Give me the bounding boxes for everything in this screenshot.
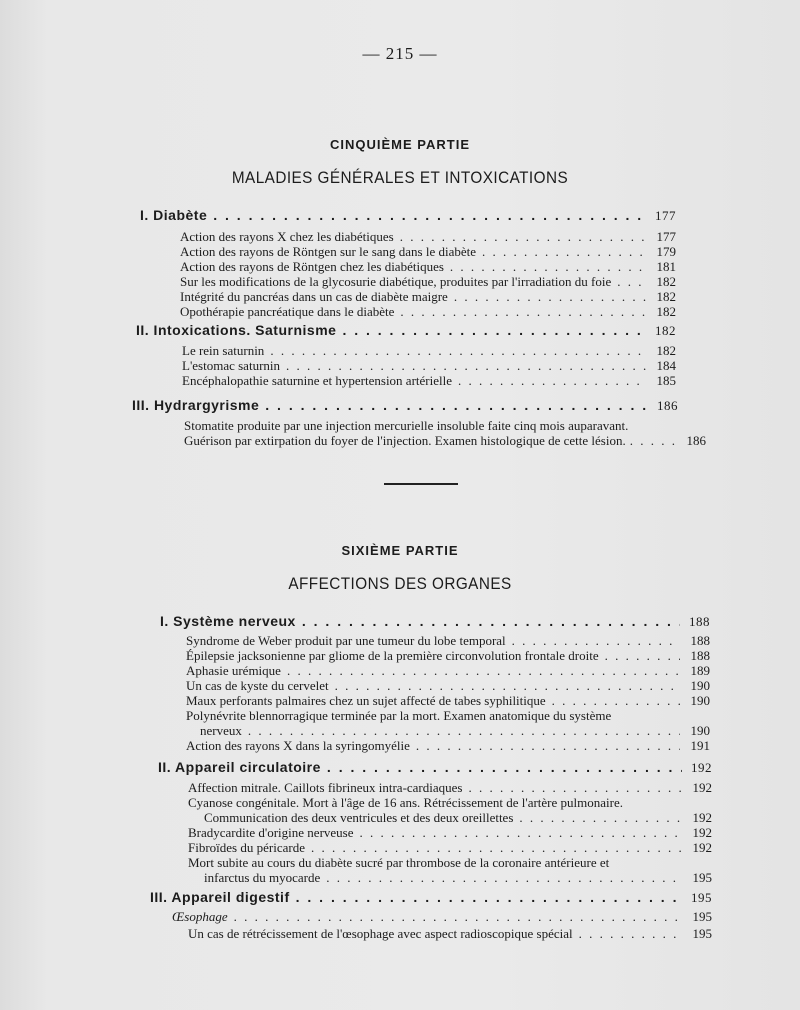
section-heading-hydrargyrisme[interactable]: III. Hydrargyrisme . . . 186 [132,397,678,414]
section-heading-intoxications[interactable]: II. Intoxications. Saturnisme . . . 182 [136,322,676,339]
toc-entry[interactable]: Fibroïdes du péricarde . . . 192 [188,840,712,856]
toc-entry[interactable]: Œsophage . . . 195 [172,909,712,925]
divider-rule [384,483,458,485]
toc-entry[interactable]: Maux perforants palmaires chez un sujet affecté de tabes syphilitique . . . 190 [186,693,710,709]
toc-entry-text: Stomatite produite par une injection mercurielle insoluble faite cinq mois auparavant. [184,418,629,433]
toc-entry[interactable]: Opothérapie pancréatique dans le diabète . . . 182 [180,304,676,320]
section-heading-appareil-circulatoire[interactable]: II. Appareil circulatoire . . . 192 [158,759,712,776]
part6-label: SIXIÈME PARTIE [341,543,459,558]
toc-entry[interactable]: infarctus du myocarde . . . 195 [204,870,712,886]
section-heading-systeme-nerveux[interactable]: I. Système nerveux . . . 188 [160,613,710,630]
toc-entry[interactable]: Épilepsie jacksonienne par gliome de la première circonvolution frontale droite . . . 188 [186,648,710,664]
toc-entry[interactable]: L'estomac saturnin . . . 184 [182,358,676,374]
toc-entry-text: Cyanose congénitale. Mort à l'âge de 16 ans. Rétrécissement de l'artère pulmonaire. [188,795,623,810]
toc-entry[interactable]: Syndrome de Weber produit par une tumeur du lobe temporal . . . 188 [186,633,710,649]
toc-entry[interactable]: Communication des deux ventricules et des deux oreillettes . . . 192 [204,810,712,826]
page-number: — 215 — [362,44,438,63]
toc-entry[interactable]: Intégrité du pancréas dans un cas de diabète maigre . . . 182 [180,289,676,305]
toc-entry[interactable]: Encéphalopathie saturnine et hypertension artérielle . . . 185 [182,373,676,389]
toc-entry[interactable]: Action des rayons de Röntgen sur le sang dans le diabète . . . 179 [180,244,676,260]
part5-label: CINQUIÈME PARTIE [330,137,470,152]
toc-entry[interactable]: Aphasie urémique . . . 189 [186,663,710,679]
toc-entry[interactable]: Le rein saturnin . . . 182 [182,343,676,359]
toc-entry[interactable]: Action des rayons X dans la syringomyélie . . . 191 [186,738,710,754]
toc-entry[interactable]: Guérison par extirpation du foyer de l'injection. Examen histologique de cette lésion. . . . 186 [184,433,706,449]
section-heading-appareil-digestif[interactable]: III. Appareil digestif . . . 195 [150,889,712,906]
toc-entry[interactable]: Bradycardite d'origine nerveuse . . . 192 [188,825,712,841]
toc-entry[interactable]: Action des rayons X chez les diabétiques . . . 177 [180,229,676,245]
toc-entry[interactable]: Sur les modifications de la glycosurie diabétique, produites par l'irradiation du foie . . . 182 [180,274,676,290]
toc-entry[interactable]: Action des rayons de Röntgen chez les diabétiques . . . 181 [180,259,676,275]
part5-title: MALADIES GÉNÉRALES ET INTOXICATIONS [231,168,569,187]
part6-title: AFFECTIONS DES ORGANES [288,574,512,593]
toc-entry[interactable]: nerveux . . . 190 [200,723,710,739]
toc-entry[interactable]: Un cas de rétrécissement de l'œsophage avec aspect radioscopique spécial . . . 195 [188,926,712,942]
toc-entry-text: Mort subite au cours du diabète sucré par thrombose de la coronaire antérieure et [188,855,610,870]
toc-entry[interactable]: Un cas de kyste du cervelet . . . 190 [186,678,710,694]
toc-entry[interactable]: Affection mitrale. Caillots fibrineux intra-cardiaques . . . 192 [188,780,712,796]
section-heading-diabete[interactable]: I. Diabète . . . 177 [140,207,676,224]
toc-entry-text: Polynévrite blennorragique terminée par la mort. Examen anatomique du système [186,708,612,723]
